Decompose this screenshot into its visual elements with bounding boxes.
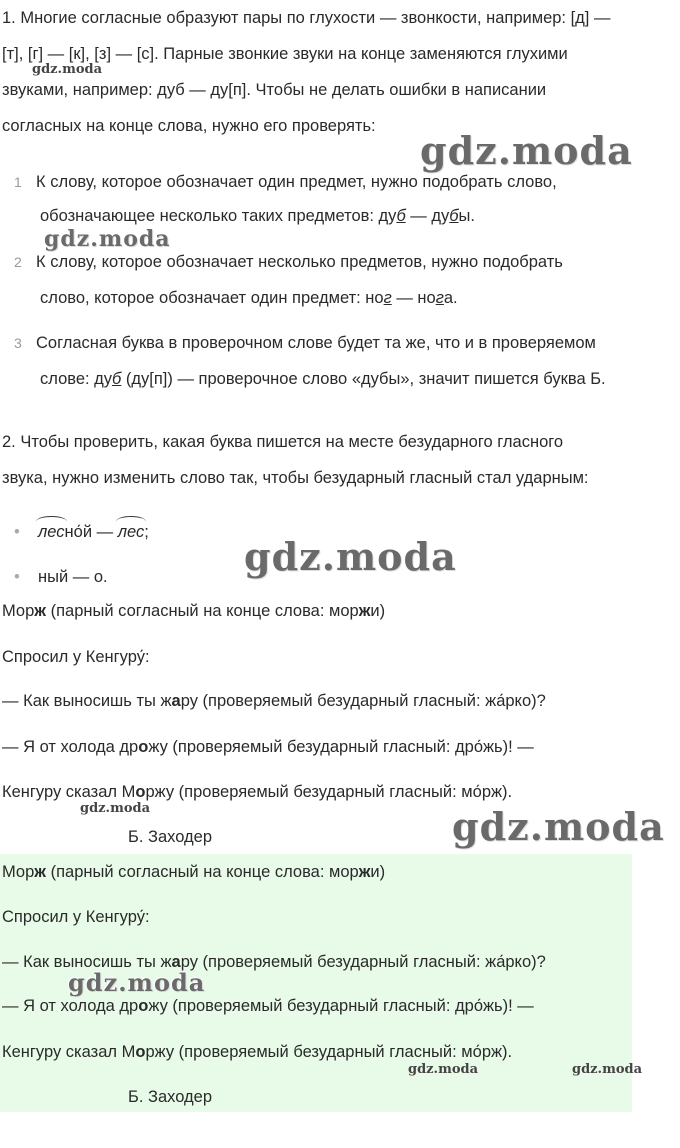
poem-copy-line2: Спросил у Кенгуру́: xyxy=(2,908,150,926)
poem-line3: — Как выносишь ты жару (проверяемый безударный гласный: жа́рко)? xyxy=(2,692,546,710)
watermark: gdz.moda xyxy=(572,1062,643,1077)
bullet-icon: • xyxy=(14,523,20,541)
p1-line4: согласных на конце слова, нужно его проверять: xyxy=(2,117,376,135)
rule-2-line2: слово, которое обозначает один предмет: ног — нога. xyxy=(40,289,458,307)
poem-copy-author: Б. Заходер xyxy=(128,1088,212,1106)
p1-line1: 1. Многие согласные образуют пары по глухости — звонкости, например: [д] — xyxy=(2,9,611,27)
root-arc: лес xyxy=(38,523,65,541)
watermark: gdz.moda xyxy=(44,226,171,252)
p1-line2: [т], [г] — [к], [з] — [с]. Парные звонкие звуки на конце заменяются глухими xyxy=(2,45,568,63)
bullet-item-2: • ный — о. xyxy=(0,567,108,587)
rule-1: 1 К слову, которое обозначает один предмет, нужно подобрать слово, xyxy=(14,173,557,191)
rule-1-line2: обозначающее несколько таких предметов: дуб — дубы. xyxy=(40,207,475,225)
watermark: gdz.moda xyxy=(32,62,103,77)
rule-number: 2 xyxy=(14,254,22,270)
watermark: gdz.moda xyxy=(408,1062,479,1077)
bullet-item-1: • лесно́й — лес; xyxy=(0,522,149,542)
rule-number: 1 xyxy=(14,174,22,190)
poem-copy-line3: — Как выносишь ты жару (проверяемый безударный гласный: жа́рко)? xyxy=(2,953,546,971)
watermark: gdz.moda xyxy=(68,968,206,997)
p2-line1: 2. Чтобы проверить, какая буква пишется на месте безударного гласного xyxy=(2,433,564,451)
watermark: gdz.moda xyxy=(80,801,151,816)
rule-number: 3 xyxy=(14,335,22,351)
watermark: gdz.moda xyxy=(244,534,457,579)
root-arc: лес xyxy=(117,523,145,541)
poem-copy-line1: Морж (парный согласный на конце слова: моржи) xyxy=(2,863,386,881)
watermark: gdz.moda xyxy=(452,804,665,849)
poem-line5: Кенгуру сказал Моржу (проверяемый безударный гласный: мо́рж). xyxy=(2,783,513,801)
watermark: gdz.moda xyxy=(420,128,633,173)
poem-line1: Морж (парный согласный на конце слова: моржи) xyxy=(2,602,386,620)
rule-2: 2 К слову, которое обозначает несколько предметов, нужно подобрать xyxy=(14,253,563,271)
poem-author: Б. Заходер xyxy=(128,828,212,846)
bullet-icon: • xyxy=(14,568,20,586)
poem-line2: Спросил у Кенгуру́: xyxy=(2,648,150,666)
p2-line2: звука, нужно изменить слово так, чтобы безударный гласный стал ударным: xyxy=(2,469,589,487)
poem-line4: — Я от холода дрожу (проверяемый безударный гласный: дро́жь)! — xyxy=(2,738,534,756)
rule-3: 3 Согласная буква в проверочном слове будет та же, что и в проверяемом xyxy=(14,334,596,352)
rule-3-line2: слове: дуб (ду[п]) — проверочное слово «дубы», значит пишется буква Б. xyxy=(40,370,606,388)
poem-copy-line4: — Я от холода дрожу (проверяемый безударный гласный: дро́жь)! — xyxy=(2,997,534,1015)
poem-copy-line5: Кенгуру сказал Моржу (проверяемый безударный гласный: мо́рж). xyxy=(2,1043,513,1061)
p1-line3: звуками, например: дуб — ду[п]. Чтобы не делать ошибки в написании xyxy=(2,81,547,99)
